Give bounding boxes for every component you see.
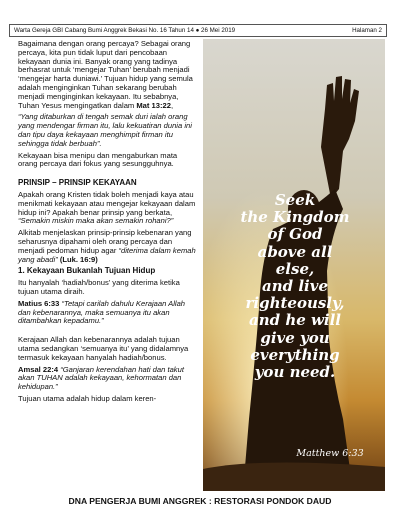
paragraph-kingdom: Kerajaan Allah dan kebenarannya adalah tujuan utama sedangkan ‘semuanya itu’ yang didalamnya termasuk kekayaan hanyalah hadiah/bonus. — [18, 335, 189, 362]
verse-reference-label: Matthew 6:33 — [296, 448, 364, 459]
paragraph-bible-explains: Alkitab menjelaskan prinsip-prinsip kebenaran yang seharusnya dipahami oleh orang percaya dan menjadi pedoman hidup agar “diterima dalam kemah yang abadi” (Luk. 16:9) — [18, 228, 196, 264]
paragraph-matthew-6-33: Matius 6:33 “Tetapi carilah dahulu Kerajaan Allah dan kebenarannya, maka semuanya itu akan ditambahkan kepadamu.” — [18, 298, 186, 326]
issue-info: Warta Gereja GBI Cabang Bumi Anggrek Bekasi No. 16 Tahun 14 ● 26 Mei 2019 — [14, 27, 236, 34]
newsletter-header — [9, 24, 387, 37]
verse-reference: Mat 13:22 — [136, 100, 171, 110]
page-number: Halaman 2 — [352, 27, 382, 34]
paragraph-deceive: Kekayaan bisa menipu dan mengaburkan mata orang percaya dari fokus yang sesungguhnya. — [18, 150, 178, 169]
quote-matthew-13-22: “Yang ditaburkan di tengah semak duri ialah orang yang mendengar firman itu, lalu kekuatiran dunia ini dan tipu daya kekayaan menghimpit firman itu sehingga tidak berbuah”. — [18, 112, 192, 148]
paragraph-bonus: Itu hanyalah ‘hadiah/bonus’ yang diterima ketika tujuan utama diraih. — [18, 278, 180, 296]
paragraph-question: Apakah orang Kristen tidak boleh menjadi kaya atau menikmati kekayaan atau mengejar kekayaan dalam hidup ini? Apakah benar prinsip yang berkata, “Semakin miskin maka akan semakin rohani?” — [18, 189, 196, 226]
article-column — [18, 40, 196, 407]
paragraph-intro: Bagaimana dengan orang percaya? Sebagai orang percaya, kita pun tidak luput dari pencobaan kekayaan dunia ini. Banyak orang yang tadinya berhasrat untuk ‘mengejar Tuhan’ berubah menjadi ‘mengejar harta duniawi.’ Tujuan hidup yang semula adalah menginginkan Tuhan sekarang berubah menjadi menginginkan kekayaan. Itu sebabnya, Tuhan Yesus mengingatkan dalam Mat 13:22, — [18, 39, 193, 110]
paragraph-main-goal: Tujuan utama adalah hidup dalam keren- — [18, 393, 157, 403]
footer-banner: DNA PENGERJA BUMI ANGGREK : RESTORASI PONDOK DAUD — [68, 496, 332, 506]
section-heading-principles: PRINSIP – PRINSIP KEKAYAAN — [18, 178, 137, 188]
verse-overlay: Seek the Kingdom of God above all else, and live righteously, and he will give you everything you need. — [240, 191, 350, 382]
paragraph-proverbs: Amsal 22:4 “Ganjaran kerendahan hati dan takut akan TUHAN adalah kekayaan, kehormatan dan kehidupan.” — [18, 364, 184, 392]
subheading-1: 1. Kekayaan Bukanlah Tujuan Hidup — [18, 266, 156, 276]
